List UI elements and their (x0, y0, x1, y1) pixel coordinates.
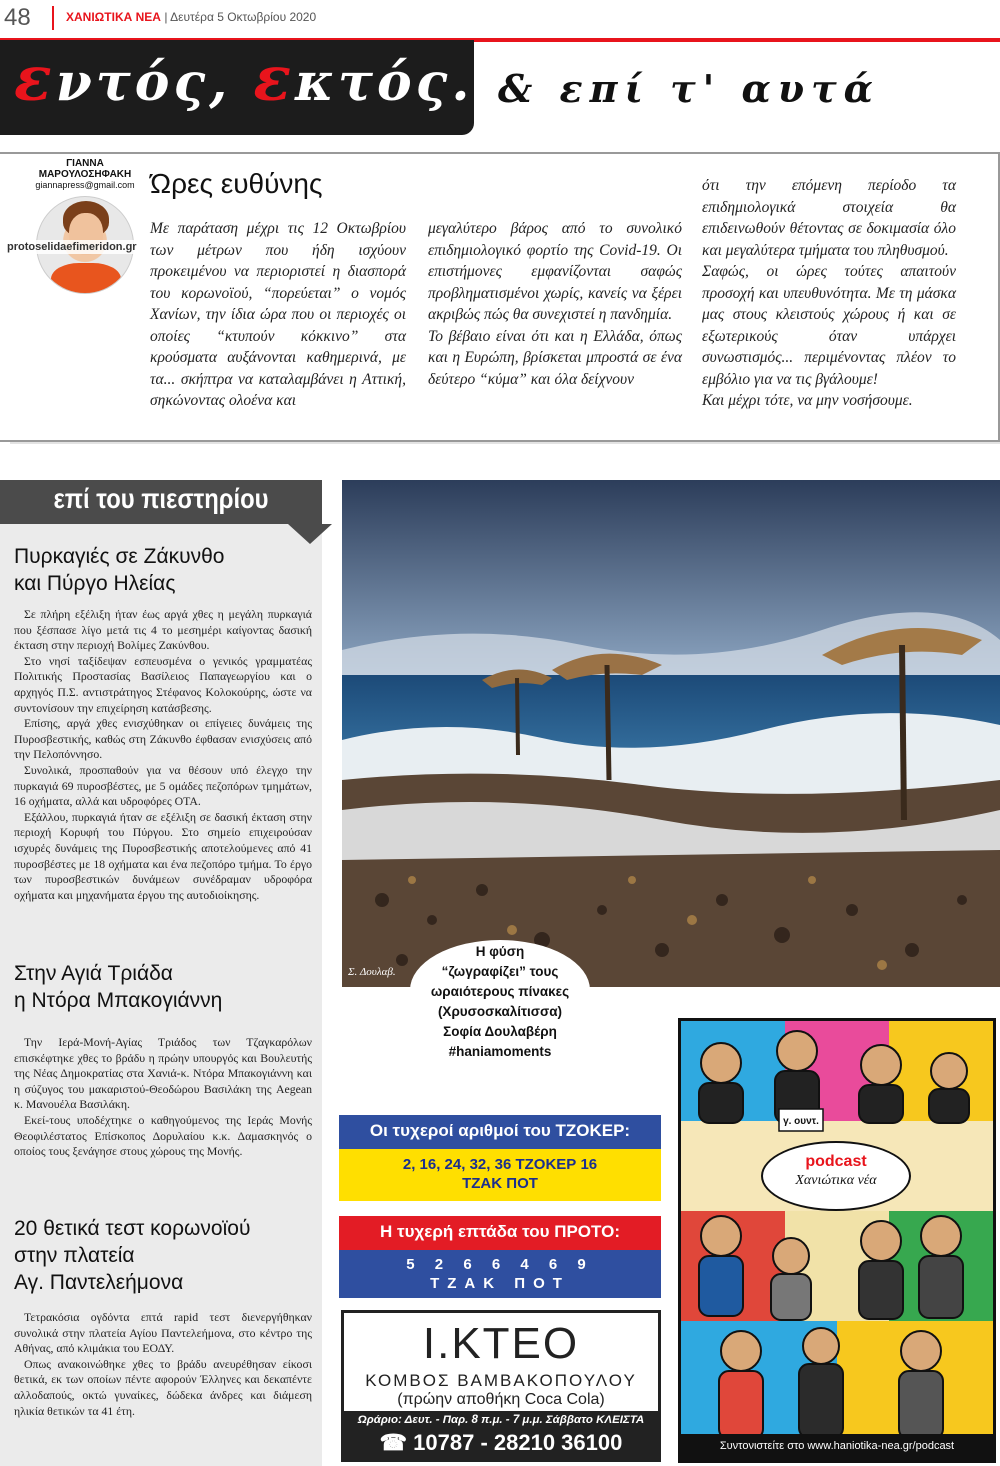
kteo-hours: Ωράριο: Δευτ. - Παρ. 8 π.μ. - 7 μ.μ. Σάββατο ΚΛΕΙΣΤΑ (357, 1414, 645, 1426)
article-3-body (14, 1310, 312, 1419)
page-number: 48 (0, 0, 58, 40)
article-3-headline-line-2: στην πλατεία (14, 1244, 135, 1267)
column-text-2 (428, 218, 682, 390)
paper-name: ΧΑΝΙΩΤΙΚΑ ΝΕΑ (66, 10, 161, 24)
column-paragraph-3a: ότι την επόμενη περίοδο τα επιδημιολογικά στοιχεία θα επιδεινωθούν θέτοντας σε δοκιμασία όλο και μεγαλύτερα τμήματα του πληθυσμού. (702, 177, 956, 259)
article-3-headline-line-1: 20 θετικά τεστ κορωνοϊού (14, 1217, 251, 1240)
article-1-p4: Συνολικά, προσπαθούν για να θέσουν υπό έλεγχο την πυρκαγιά 69 πυροσβέστες, με 5 ομάδες πεζοπόρων τμημάτων, 16 οχήματα, αλλά και υδροφόρες ΟΤΑ. (14, 762, 312, 809)
article-3-p1: Τετρακόσια ογδόντα επτά rapid τεστ διενεργήθηκαν συνολικά στην πλατεία Αγίου Παντελεήμονα, στο κέντρο της Αθήνας, από κλιμάκια του ΕΟΔΥ. (14, 1310, 312, 1356)
section-subtitle: & επί τ' αυτά (498, 66, 880, 111)
beach-photo-image (342, 480, 1000, 987)
article-2-headline-line-1: Στην Αγιά Τριάδα (14, 962, 173, 985)
caption-hashtag[interactable]: #haniamoments (448, 1044, 552, 1059)
author-last-name: ΜΑΡΟΥΛΟΣΗΦΑΚΗ (38, 169, 132, 180)
site-watermark: protoselidaefimeridon.gr (4, 240, 140, 254)
column-paragraph-2b: Το βέβαιο είναι ότι και η Ελλάδα, όπως και η Ευρώπη, βρίσκεται μπροστά σε ένα δεύτερο “κύμα” και όλα δείχνουν (428, 327, 682, 388)
proto-title: Η τυχερή επτάδα του ΠΡΟΤΟ: (339, 1216, 661, 1250)
article-2-headline-line-2: η Ντόρα Μπακογιάννη (14, 989, 223, 1012)
podcast-logo-brand: Χανιώτικα νέα (795, 1173, 877, 1188)
proto-numbers: 5 2 6 6 4 6 9 (406, 1256, 594, 1273)
article-3-headline[interactable] (14, 1215, 250, 1296)
article-2-headline[interactable] (14, 960, 222, 1014)
section-title-part-1: ντός, (55, 52, 254, 113)
article-3-p2: Οπως ανακοινώθηκε χθες το βράδυ ανευρέθησαν είκοσι θετικά, εκ των οποίων πέντε αφορούν Έλληνες και δεκαπέντε αλλοδαπούς, οκτώ γυναίκες, δώδεκα άνδρες και διάμεση ηλικία θετικών τα 41 έτη. (14, 1356, 312, 1418)
section-title-initial-2: ε (253, 42, 296, 115)
proto-jackpot: ΤΖΑΚ ΠΟΤ (430, 1275, 570, 1292)
press-header-title: επί του πιεστηρίου (53, 483, 269, 514)
caption-line-2: “ζωγραφίζει” τους (441, 964, 559, 979)
article-3-headline-line-3: Αγ. Παντελεήμονα (14, 1271, 184, 1294)
podcast-logo-word: podcast (805, 1153, 867, 1170)
author-email[interactable]: giannapress@gmail.com (35, 180, 135, 190)
article-1-headline-line-1: Πυρκαγιές σε Ζάκυνθο (14, 545, 225, 568)
caption-line-1: Η φύση (475, 944, 525, 959)
caption-line-3: ωραιότερους πίνακες (430, 984, 570, 999)
avatar-shirt (51, 263, 121, 294)
podcast-footer-link[interactable]: Συντονιστείτε στο www.haniotika-nea.gr/podcast (681, 1434, 993, 1460)
author-block (30, 158, 140, 190)
section-title-part-2: κτός... (295, 52, 518, 113)
article-1-body (14, 607, 312, 903)
photo-credit: Σ. Δουλαβ. (348, 966, 396, 978)
paper-info (58, 0, 1000, 40)
article-1-p2: Στο νησί ταξίδεψαν εσπευσμένα ο γενικός γραμματέας Πολιτικής Προστασίας Βασίλειος Παπαγεωργίου και ο αρχηγός Π.Σ. αντιστράτηγος Στέφανος Κολοκούρης, ώστε να συντονίσουν την επιχείρηση κατάσβεσης. (14, 653, 312, 715)
section-title-initial-1: ε (14, 42, 56, 115)
beach-photo[interactable] (342, 480, 1000, 987)
page-number-separator (52, 6, 54, 30)
kteo-location: ΚΟΜΒΟΣ ΒΑΜΒΑΚΟΠΟΥΛΟΥ (365, 1371, 637, 1390)
press-header-pointer (288, 524, 332, 544)
column-paragraph-3c: Και μέχρι τότε, να μην νοσήσουμε. (702, 392, 913, 409)
caption-line-4: (Χρυσοσκαλίτισσα) (437, 1004, 563, 1019)
article-1-p5: Εξάλλου, πυρκαγιά ήταν σε εξέλιξη σε δασική έκταση στην περιοχή Κορυφή του Πύργου. Στο σημείο επιχειρούσαν ισχυρές δυνάμεις της Πυροσβεστικής αποτελούμενες από 41 πυροσβέστες με 18 οχήματα και ένα πεζοπόρο τμήμα. Το έργο των πυροσβεστικών δυνάμεων συνέδραμαν υδροφόρα οχήματα και μηχανήματα έργου της αυτοδιοίκησης. (14, 809, 312, 902)
caption-line-5: Σοφία Δουλαβέρη (443, 1024, 557, 1039)
photo-caption (410, 940, 590, 1065)
podcast-illustration (681, 1021, 993, 1440)
joker-numbers: 2, 16, 24, 32, 36 ΤΖΟΚΕΡ 16 (402, 1156, 598, 1173)
joker-results (339, 1149, 661, 1201)
article-1-p3: Επίσης, αργά χθες ενισχύθηκαν οι επίγειες δυνάμεις της Πυροσβεστικής, καθώς στη Ζάκυνθο έφθασαν ενισχύσεις από την Πελοπόννησο. (14, 716, 312, 762)
proto-results (339, 1250, 661, 1298)
column-text-3 (702, 175, 956, 412)
article-2-body (14, 1035, 312, 1160)
kteo-logo: Ι.ΚΤΕΟ (422, 1319, 580, 1368)
joker-title: Οι τυχεροί αριθμοί του ΤΖΟΚΕΡ: (339, 1115, 661, 1149)
kteo-former-location: (πρώην αποθήκη Coca Cola) (397, 1391, 605, 1408)
kteo-phone[interactable]: ☎ 10787 - 28210 36100 (379, 1430, 623, 1455)
podcast-sign: γ. ουντ. (783, 1116, 819, 1127)
author-first-name: ΓΙΑΝΝΑ (66, 158, 104, 169)
joker-jackpot: ΤΖΑΚ ΠΟΤ (462, 1175, 538, 1192)
article-2-p1: Την Ιερά-Μονή-Αγίας Τριάδος των Τζαγκαρόλων επισκέφτηκε χθες το βράδυ η πρώην υπουργός και Βουλευτής της Νέας Δημοκρατίας στα Χανιά-κ. Ντόρα Μπακογιάννη και η σύζυγος του μακαριστού-Θεοδώρου Βασιλάκη της Aegean κ. Μανουέλα Βασιλάκη. (14, 1035, 312, 1112)
column-paragraph-3b: Σαφώς, οι ώρες τούτες απαιτούν προσοχή και υπευθυνότητα. Με τη μάσκα μας στους κλειστούς χώρους ή και σε εξωτερικούς όταν υπάρχει συνωστισμός... περιμένοντας πλέον το εμβόλιο για να τις βγάλουμε! (702, 263, 956, 388)
article-1-p1: Σε πλήρη εξέλιξη ήταν έως αργά χθες η μεγάλη πυρκαγιά που ξέσπασε λίγο μετά τις 4 το μεσημέρι καίγοντας δασική έκταση στην περιοχή Βολίμες Ζακύνθου. (14, 607, 312, 653)
article-1-headline[interactable] (14, 543, 224, 597)
column-title: Ώρες ευθύνης (150, 168, 323, 199)
podcast-advertisement[interactable] (678, 1018, 996, 1463)
column-text-1: Με παράταση μέχρι τις 12 Οκτωβρίου των μέτρων που ήδη ισχύουν προκειμένου να περιοριστεί η διασπορά του κορωνοϊού, “πορεύεται” ο νομός Χανίων, την ίδια ώρα που οι περιοχές οι οποίες “κτυπούν κόκκινο” στα κρούσματα αυξάνονται καθημερινά, με τα... σκήπτρα να καταλαμβάνει η Αττική, σηκώνοντας ολοένα και (150, 220, 406, 409)
kteo-advertisement[interactable] (341, 1310, 661, 1462)
article-1-headline-line-2: και Πύργο Ηλείας (14, 572, 176, 595)
article-2-p2: Εκεί-τους υποδέχτηκε ο καθηγούμενος της Ιεράς Μονής Θεοφιλέστατος Επίσκοπος Δορυλαίου κ.κ. Δαμασκηνός ο οποίος τους ξενάγησε στους χώρους της Μονής. (14, 1112, 312, 1159)
paper-date: | Δευτέρα 5 Οκτωβρίου 2020 (164, 10, 317, 24)
column-paragraph-2a: μεγαλύτερο βάρος από το συνολικό επιδημιολογικό φορτίο της Covid-19. Οι επιστήμονες εμφανίζονται σαφώς προβληματισμένοι χωρίς, κανείς να ξέρει ακριβώς πώς θα συνεχιστεί η πανδημία. (428, 220, 682, 323)
section-title (14, 42, 518, 115)
